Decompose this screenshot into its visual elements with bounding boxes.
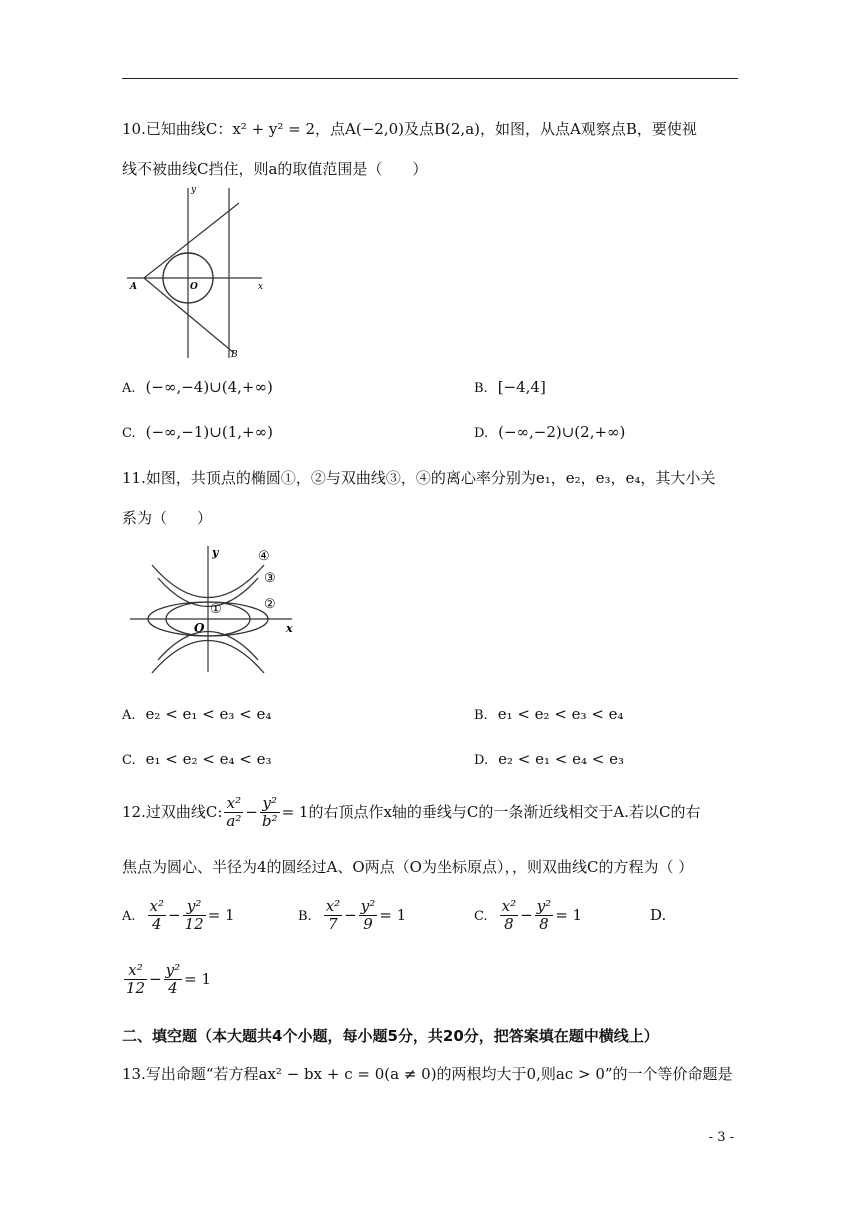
q10-fig-x: x — [258, 282, 264, 292]
q10-option-b: B. [−4,4] — [474, 378, 546, 396]
q11-fig-x: x — [286, 622, 293, 635]
q11-fig-c1: ① — [210, 602, 222, 617]
q12-option-d-label: D. — [650, 906, 667, 924]
q10-option-c: C. (−∞,−1)∪(1,+∞) — [122, 423, 273, 441]
q10-option-a: A. (−∞,−4)∪(4,+∞) — [122, 378, 273, 396]
q10-figure — [122, 183, 272, 363]
q11-line1: 11.如图，共顶点的椭圆①，②与双曲线③，④的离心率分别为e₁，e₂，e₃，e₄，其大小关 — [122, 469, 716, 487]
q11-fig-O: O — [194, 621, 205, 635]
q12-option-d: $\frac{\text{x²}}{12}$ − $\frac{\text{y²}}{4}$ = 1 — [126, 961, 212, 998]
header-rule — [122, 78, 738, 79]
q11-option-a: A. e₂ < e₁ < e₃ < e₄ — [122, 705, 272, 723]
q12-line1: 12.过双曲线C: $\frac{\text{x²}}{\text{a²}}$ − $\frac{\text{y²}}{\text{b²}}$ = 1的右顶点作x轴的垂线与C的一条渐近线相交于A.若以C的右 — [122, 794, 701, 831]
q10-option-d: D. (−∞,−2)∪(2,+∞) — [474, 423, 626, 441]
q10-line2: 线不被曲线C挡住，则a的取值范围是（ ） — [122, 160, 428, 178]
q11-fig-c2: ② — [264, 597, 276, 612]
q12-option-c: C. $\frac{\text{x²}}{8}$ − $\frac{\text{y²}}{8}$ = 1 — [474, 897, 583, 934]
q12-option-b: B. $\frac{\text{x²}}{7}$ − $\frac{\text{y²}}{9}$ = 1 — [298, 897, 407, 934]
q11-fig-y: y — [212, 546, 219, 559]
q11-line2: 系为（ ） — [122, 509, 213, 527]
q11-fig-c4: ④ — [258, 549, 270, 564]
q10-line1: 10.已知曲线C：x² + y² = 2，点A(−2,0)及点B(2,a)，如图，从点A观察点B，要使视 — [122, 120, 697, 138]
q13-line1: 13.写出命题“若方程ax² − bx + c = 0(a ≠ 0)的两根均大于0,则ac > 0”的一个等价命题是 — [122, 1065, 733, 1083]
q10-fig-A: A — [130, 282, 137, 292]
q11-fig-c3: ③ — [264, 571, 276, 586]
q10-fig-y: y — [191, 185, 197, 195]
q10-fig-O: O — [190, 282, 198, 292]
q11-option-b: B. e₁ < e₂ < e₃ < e₄ — [474, 705, 624, 723]
q11-figure — [122, 540, 302, 675]
q12-option-a: A. $\frac{\text{x²}}{4}$ − $\frac{\text{y²}}{12}$ = 1 — [122, 897, 235, 934]
q10-fig-B: B — [231, 350, 238, 360]
q11-option-d: D. e₂ < e₁ < e₄ < e₃ — [474, 750, 624, 768]
q11-option-c: C. e₁ < e₂ < e₄ < e₃ — [122, 750, 272, 768]
page-number: - 3 - — [708, 1130, 734, 1145]
section-heading: 二、填空题（本大题共4个小题，每小题5分，共20分，把答案填在题中横线上） — [122, 1027, 659, 1045]
q12-line2: 焦点为圆心、半径为4的圆经过A、O两点（O为坐标原点），，则双曲线C的方程为（ ） — [122, 858, 694, 876]
